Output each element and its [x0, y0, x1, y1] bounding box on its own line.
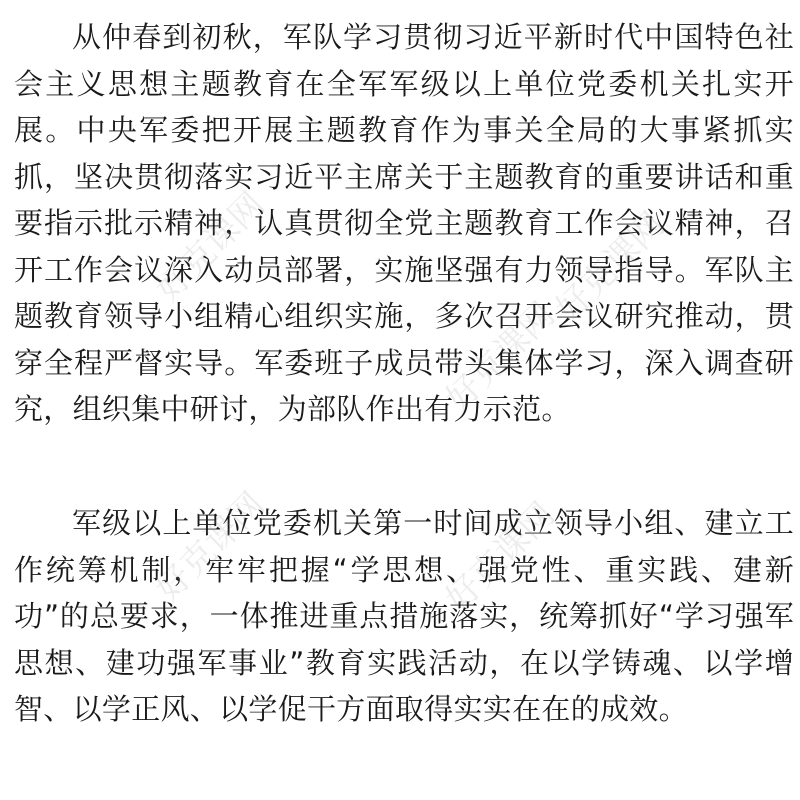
- watermark: 好克课网: [548, 204, 673, 330]
- watermark: 好克课网: [148, 484, 273, 610]
- watermark: 好克课网: [438, 294, 563, 420]
- watermark: 好克课网: [148, 184, 273, 310]
- paragraph-1: 从仲春到初秋，军队学习贯彻习近平新时代中国特色社会主义思想主题教育在全军军级以上单位党委机关扎实开展。中央军委把开展主题教育作为事关全局的大事紧抓实抓，坚决贯彻落实习近平主席关于主题教育的重要讲话和重要指示批示精神，认真贯彻全党主题教育工作会议精神，召开工作会议深入动员部署，实施坚强有力领导指导。军队主题教育领导小组精心组织实施，多次召开会议研究推动，贯穿全程严督实导。军委班子成员带头集体学习，深入调查研究，组织集中研讨，为部队作出有力示范。: [14, 20, 794, 426]
- watermark: 好克课网: [438, 494, 563, 620]
- paragraph-2: 军级以上单位党委机关第一时间成立领导小组、建立工作统筹机制，牢牢把握“学思想、强党性、重实践、建新功”的总要求，一体推进重点措施落实，统筹抓好“学习强军思想、建功强军事业”教育实践活动，在以学铸魂、以学增智、以学正风、以学促干方面取得实实在在的成效。: [14, 506, 794, 726]
